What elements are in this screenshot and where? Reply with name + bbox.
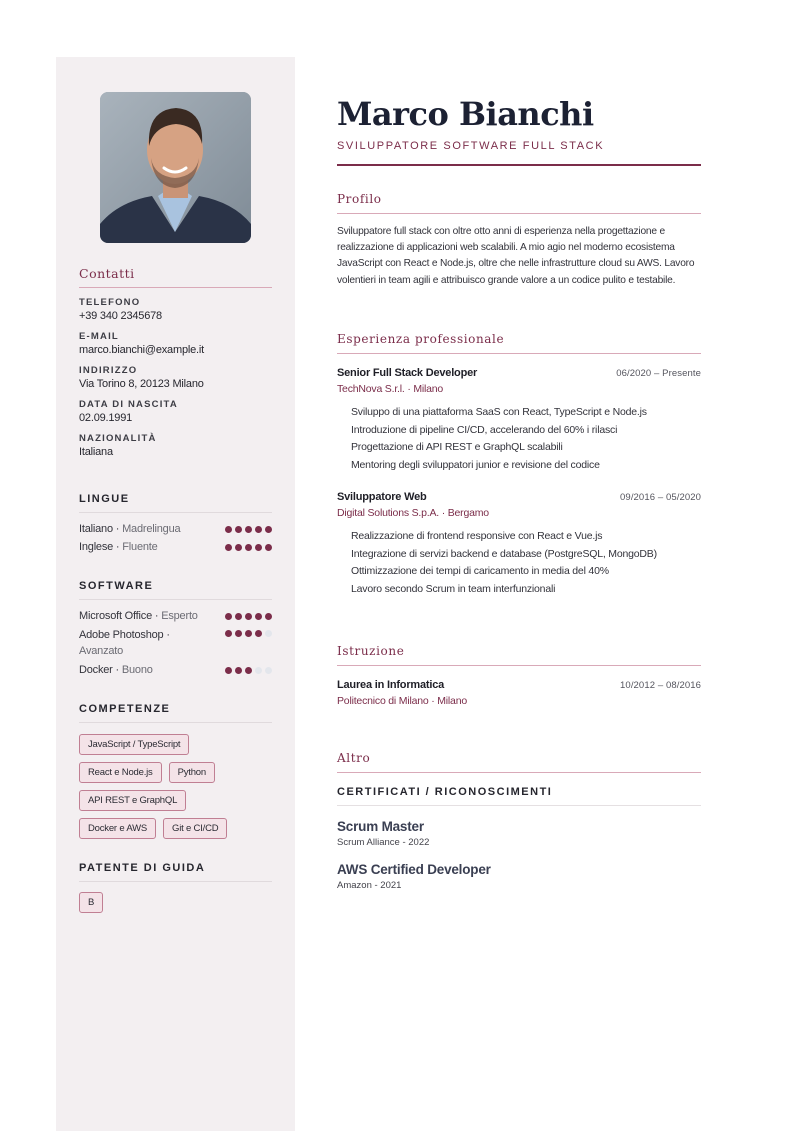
level-dot-filled	[225, 613, 232, 620]
job-bullet: Progettazione di API REST e GraphQL scalabili	[351, 441, 563, 453]
level-dots	[225, 630, 272, 637]
level-dot-filled	[225, 630, 232, 637]
level-dot-filled	[235, 613, 242, 620]
level-dot-filled	[265, 544, 272, 551]
job-date: 09/2016 – 05/2020	[620, 492, 701, 503]
education-school: Politecnico di Milano · Milano	[337, 695, 467, 707]
other-title: Altro	[337, 751, 701, 773]
job-company: TechNova S.r.l. · Milano	[337, 383, 444, 395]
level-dots	[225, 667, 272, 674]
certificates-title: CERTIFICATI / RICONOSCIMENTI	[337, 786, 701, 806]
software-name: Docker	[79, 664, 113, 676]
education-date: 10/2012 – 08/2016	[620, 680, 701, 691]
job-entry	[337, 367, 701, 474]
skill-tag: Docker e AWS	[79, 818, 156, 839]
software-level: Esperto	[161, 610, 198, 622]
language-level: Fluente	[122, 541, 158, 553]
level-dots	[225, 526, 272, 533]
level-dot-filled	[235, 544, 242, 551]
job-bullet: Introduzione di pipeline CI/CD, accelerando del 60% i rilasci	[351, 423, 618, 436]
license-tag: B	[79, 892, 103, 913]
software-row: Docker · Buono	[79, 664, 272, 676]
skill-tags	[79, 734, 249, 839]
level-dot-filled	[225, 544, 232, 551]
contact-nationality: Italiana	[79, 446, 113, 458]
level-dot-empty	[265, 630, 272, 637]
level-dot-filled	[255, 630, 262, 637]
skill-tag: Git e CI/CD	[163, 818, 227, 839]
language-row: Inglese · Fluente	[79, 541, 272, 553]
job-role: Senior Full Stack Developer	[337, 367, 478, 379]
language-row: Italiano · Madrelingua	[79, 523, 272, 535]
education-degree: Laurea in Informatica	[337, 679, 445, 691]
profile-text: Sviluppatore full stack con oltre otto anni di esperienza nella progettazione e realizzazione di applicazioni web scalabili. A mio agio nel moderno ecosistema JavaScript con React e Node.js, oltre che nelle infrastrutture cloud su AWS. Lavoro volentieri in team agili e attribuisco grande valore a un codice pulito e testabile.	[337, 226, 695, 286]
level-dot-filled	[225, 667, 232, 674]
languages-title: LINGUE	[79, 493, 272, 513]
level-dot-empty	[265, 667, 272, 674]
level-dot-filled	[255, 613, 262, 620]
education-title: Istruzione	[337, 644, 701, 666]
header-divider	[337, 164, 701, 166]
software-level: Buono	[121, 664, 153, 676]
contact-label: NAZIONALITÀ	[79, 433, 157, 444]
language-name: Italiano	[79, 523, 113, 535]
job-entry	[337, 491, 701, 598]
level-dot-filled	[265, 526, 272, 533]
contacts-title: Contatti	[79, 266, 272, 288]
software-title: SOFTWARE	[79, 580, 272, 600]
certificate-name: AWS Certified Developer	[337, 862, 491, 877]
education-entry	[337, 679, 701, 707]
certificate-name: Scrum Master	[337, 819, 424, 834]
avatar-illustration	[100, 92, 251, 243]
job-date: 06/2020 – Presente	[616, 368, 701, 379]
level-dot-empty	[255, 667, 262, 674]
contact-label: E-MAIL	[79, 331, 119, 342]
level-dot-filled	[235, 667, 242, 674]
contact-birthdate: 02.09.1991	[79, 412, 133, 424]
job-bullet: Ottimizzazione dei tempi di caricamento in media del 40%	[351, 565, 609, 577]
job-bullet: Lavoro secondo Scrum in team interfunzionali	[351, 582, 556, 595]
person-name: Marco Bianchi	[337, 95, 594, 133]
contact-email: marco.bianchi@example.it	[79, 344, 204, 356]
certificate-issuer: Scrum Alliance - 2022	[337, 837, 430, 848]
software-row: Adobe Photoshop · Avanzato	[79, 627, 272, 659]
contact-label: TELEFONO	[79, 297, 141, 308]
software-row: Microsoft Office · Esperto	[79, 610, 272, 622]
profile-photo	[100, 92, 251, 243]
job-role: Sviluppatore Web	[337, 491, 427, 503]
level-dot-filled	[255, 544, 262, 551]
job-bullet: Sviluppo di una piattaforma SaaS con React, TypeScript e Node.js	[351, 406, 647, 418]
person-role: SVILUPPATORE SOFTWARE FULL STACK	[337, 140, 605, 152]
contact-label: DATA DI NASCITA	[79, 399, 178, 410]
software-name: Microsoft Office	[79, 610, 153, 622]
level-dot-filled	[255, 526, 262, 533]
level-dot-filled	[245, 613, 252, 620]
language-level: Madrelingua	[122, 523, 181, 535]
level-dot-filled	[235, 630, 242, 637]
job-bullet: Mentoring degli sviluppatori junior e revisione del codice	[351, 458, 600, 471]
language-name: Inglese	[79, 541, 114, 553]
skill-tag: Python	[169, 762, 215, 783]
experience-title: Esperienza professionale	[337, 332, 701, 354]
contact-label: INDIRIZZO	[79, 365, 138, 376]
software-name: Adobe Photoshop	[79, 629, 164, 641]
level-dot-filled	[245, 544, 252, 551]
certificate-entry	[337, 862, 701, 891]
job-company: Digital Solutions S.p.A. · Bergamo	[337, 507, 489, 519]
job-bullet: Integrazione di servizi backend e database (PostgreSQL, MongoDB)	[351, 547, 657, 560]
level-dot-filled	[245, 526, 252, 533]
profile-title: Profilo	[337, 192, 701, 214]
level-dot-filled	[235, 526, 242, 533]
certificate-entry	[337, 819, 701, 848]
contact-phone: +39 340 2345678	[79, 310, 162, 322]
license-title: PATENTE DI GUIDA	[79, 862, 272, 882]
certificate-issuer: Amazon - 2021	[337, 880, 402, 891]
skill-tag: React e Node.js	[79, 762, 162, 783]
skills-title: COMPETENZE	[79, 703, 272, 723]
level-dot-filled	[265, 613, 272, 620]
software-level: Avanzato	[79, 645, 124, 657]
level-dots	[225, 544, 272, 551]
level-dots	[225, 613, 272, 620]
job-bullet: Realizzazione di frontend responsive con React e Vue.js	[351, 530, 603, 542]
level-dot-filled	[245, 667, 252, 674]
skill-tag: JavaScript / TypeScript	[79, 734, 189, 755]
level-dot-filled	[245, 630, 252, 637]
contact-address: Via Torino 8, 20123 Milano	[79, 378, 204, 390]
level-dot-filled	[225, 526, 232, 533]
skill-tag: API REST e GraphQL	[79, 790, 186, 811]
